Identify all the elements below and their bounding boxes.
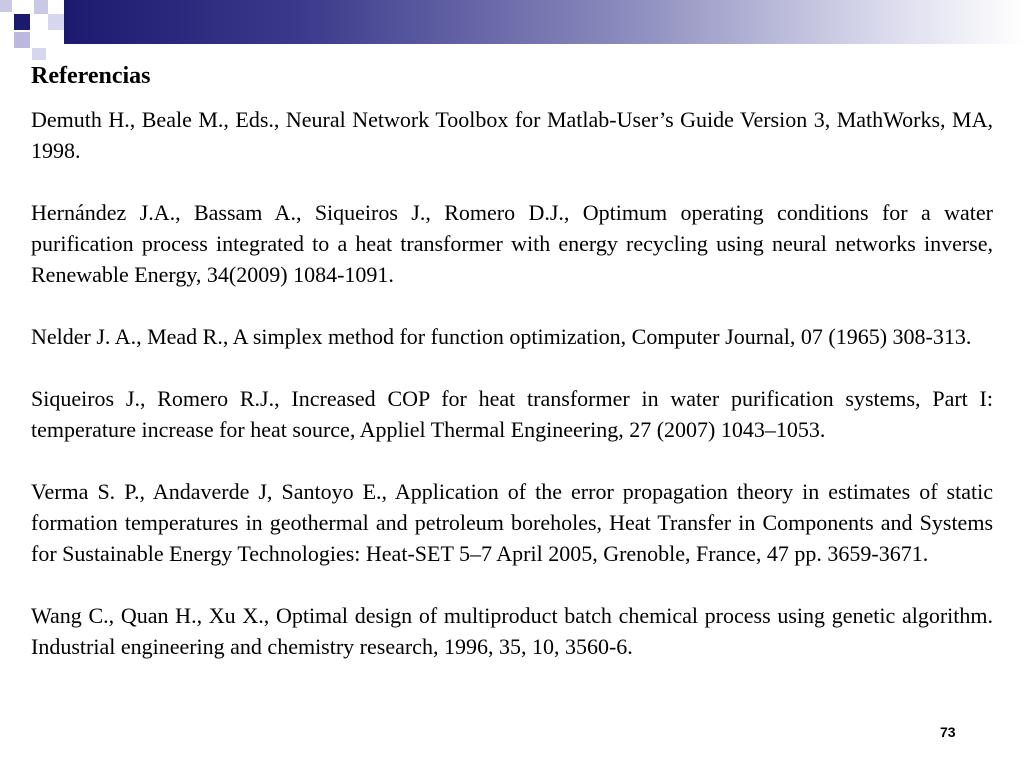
reference-list [31, 104, 993, 693]
corner-square-light [0, 0, 12, 12]
header-gradient-bar [64, 0, 1024, 44]
reference-item: Demuth H., Beale M., Eds., Neural Network Toolbox for Matlab-User’s Guide Version 3, MathWorks, MA, 1998. [31, 107, 993, 163]
slide-title: Referencias [31, 63, 151, 89]
corner-square-dark [14, 14, 30, 30]
corner-square-light [34, 0, 48, 14]
reference-item: Nelder J. A., Mead R., A simplex method for function optimization, Computer Journal, 07 (1965) 308-313. [31, 324, 972, 349]
corner-decoration [0, 0, 80, 64]
corner-square-light [32, 48, 46, 60]
page-number: 73 [940, 724, 956, 740]
corner-square-light [48, 14, 64, 30]
corner-square-light [14, 32, 30, 48]
reference-item: Wang C., Quan H., Xu X., Optimal design of multiproduct batch chemical process using genetic algorithm. Industrial engineering and chemistry research, 1996, 35, 10, 3560-6. [31, 603, 993, 659]
reference-item: Verma S. P., Andaverde J, Santoyo E., Application of the error propagation theory in estimates of static formation temperatures in geothermal and petroleum boreholes, Heat Transfer in Components and Systems for Sustainable Energy Technologies: Heat-SET 5–7 April 2005, Grenoble, France, 47 pp. 3659-3671. [31, 479, 993, 566]
reference-item: Siqueiros J., Romero R.J., Increased COP for heat transformer in water purification systems, Part I: temperature increase for heat source, Appliel Thermal Engineering, 27 (2007) 1043–1053. [31, 386, 993, 442]
reference-item: Hernández J.A., Bassam A., Siqueiros J., Romero D.J., Optimum operating conditions for a water purification process integrated to a heat transformer with energy recycling using neural networks inverse, Renewable Energy, 34(2009) 1084-1091. [31, 200, 993, 287]
